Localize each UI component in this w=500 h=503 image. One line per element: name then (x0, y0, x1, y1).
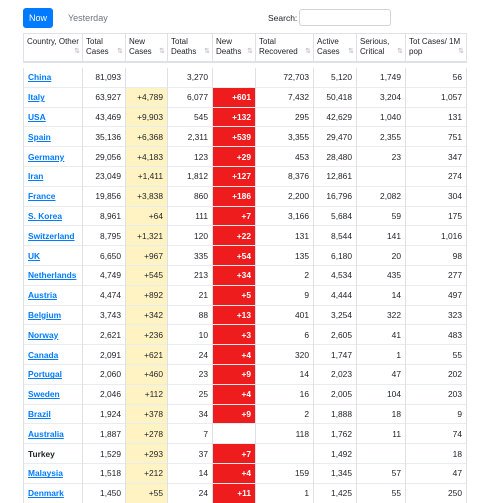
top-bar (0, 0, 500, 33)
cases-per-million-cell: 175 (406, 206, 467, 226)
active-cases-cell: 29,470 (314, 127, 357, 147)
serious-critical-cell: 11 (357, 424, 406, 444)
active-cases-cell: 1,425 (314, 483, 357, 503)
total-deaths-cell: 6,077 (168, 87, 213, 107)
serious-critical-cell: 41 (357, 325, 406, 345)
serious-critical-cell: 59 (357, 206, 406, 226)
new-deaths-cell (213, 424, 256, 444)
country-link[interactable]: Brazil (28, 409, 51, 419)
new-cases-cell: +4,789 (126, 87, 168, 107)
country-link[interactable]: Austria (28, 290, 57, 300)
country-link[interactable]: Norway (28, 330, 58, 340)
active-cases-cell: 12,861 (314, 166, 357, 186)
tab-now[interactable]: Now (23, 8, 53, 28)
active-cases-cell: 1,888 (314, 404, 357, 424)
cases-per-million-cell: 277 (406, 265, 467, 285)
total-cases-cell: 1,450 (83, 483, 126, 503)
column-header-total-recovered[interactable]: Total Recovered ⇅ (256, 34, 314, 62)
table-row (24, 68, 467, 88)
cases-per-million-cell: 203 (406, 384, 467, 404)
active-cases-cell: 4,444 (314, 285, 357, 305)
serious-critical-cell: 20 (357, 246, 406, 266)
serious-critical-cell: 1 (357, 345, 406, 365)
total-cases-cell: 43,469 (83, 107, 126, 127)
new-cases-cell: +545 (126, 265, 168, 285)
cases-per-million-cell: 202 (406, 364, 467, 384)
table-row (24, 364, 467, 384)
total-recovered-cell: 3,166 (256, 206, 314, 226)
total-cases-cell: 81,093 (83, 68, 126, 88)
serious-critical-cell: 2,082 (357, 186, 406, 206)
total-deaths-cell: 111 (168, 206, 213, 226)
total-deaths-cell: 1,812 (168, 166, 213, 186)
new-deaths-cell: +7 (213, 444, 256, 464)
table-body (24, 62, 467, 503)
total-recovered-cell: 14 (256, 364, 314, 384)
new-deaths-cell: +13 (213, 305, 256, 325)
active-cases-cell: 1,747 (314, 345, 357, 365)
new-deaths-cell: +601 (213, 87, 256, 107)
new-cases-cell: +460 (126, 364, 168, 384)
country-link[interactable]: Belgium (28, 310, 61, 320)
total-deaths-cell: 88 (168, 305, 213, 325)
total-recovered-cell: 9 (256, 285, 314, 305)
cases-per-million-cell: 55 (406, 345, 467, 365)
active-cases-cell: 4,534 (314, 265, 357, 285)
table-row (24, 246, 467, 266)
serious-critical-cell: 55 (357, 483, 406, 503)
total-recovered-cell: 72,703 (256, 68, 314, 88)
country-link[interactable]: Germany (28, 152, 64, 162)
new-deaths-cell: +9 (213, 404, 256, 424)
country-cell (24, 246, 83, 266)
cases-per-million-cell: 9 (406, 404, 467, 424)
new-cases-cell: +3,838 (126, 186, 168, 206)
country-cell (24, 147, 83, 167)
serious-critical-cell (357, 444, 406, 464)
country-cell (24, 206, 83, 226)
table-row (24, 404, 467, 424)
serious-critical-cell: 322 (357, 305, 406, 325)
total-recovered-cell: 135 (256, 246, 314, 266)
total-cases-cell: 1,529 (83, 444, 126, 464)
sort-icon: ⇅ (204, 47, 209, 57)
country-link[interactable]: China (28, 72, 51, 82)
country-cell (24, 384, 83, 404)
new-cases-cell: +64 (126, 206, 168, 226)
total-cases-cell: 29,056 (83, 147, 126, 167)
cases-per-million-cell: 274 (406, 166, 467, 186)
column-header-new-deaths[interactable]: New Deaths ⇅ (213, 34, 256, 62)
active-cases-cell: 2,605 (314, 325, 357, 345)
country-link[interactable]: Australia (28, 429, 64, 439)
total-cases-cell: 4,474 (83, 285, 126, 305)
country-link[interactable]: UK (28, 251, 40, 261)
active-cases-cell: 5,684 (314, 206, 357, 226)
new-deaths-cell: +127 (213, 166, 256, 186)
cases-per-million-cell: 304 (406, 186, 467, 206)
column-header-total-cases[interactable]: Total Cases ⇅ (83, 34, 126, 62)
serious-critical-cell: 2,355 (357, 127, 406, 147)
total-recovered-cell: 118 (256, 424, 314, 444)
country-cell (24, 404, 83, 424)
country-cell (24, 107, 83, 127)
sort-icon: ⇅ (74, 47, 79, 57)
total-deaths-cell: 25 (168, 384, 213, 404)
active-cases-cell: 8,544 (314, 226, 357, 246)
total-cases-cell: 2,060 (83, 364, 126, 384)
new-deaths-cell: +22 (213, 226, 256, 246)
total-recovered-cell: 3,355 (256, 127, 314, 147)
sort-icon: ⇅ (458, 47, 463, 57)
table-row (24, 424, 467, 444)
cases-per-million-cell: 347 (406, 147, 467, 167)
active-cases-cell: 50,418 (314, 87, 357, 107)
serious-critical-cell: 3,204 (357, 87, 406, 107)
cases-per-million-cell: 47 (406, 463, 467, 483)
table-row (24, 166, 467, 186)
country-cell (24, 166, 83, 186)
country-cell (24, 87, 83, 107)
new-cases-cell: +378 (126, 404, 168, 424)
total-recovered-cell: 159 (256, 463, 314, 483)
total-deaths-cell: 860 (168, 186, 213, 206)
cases-per-million-cell: 497 (406, 285, 467, 305)
total-recovered-cell: 295 (256, 107, 314, 127)
country-link[interactable]: Italy (28, 92, 45, 102)
country-cell (24, 483, 83, 503)
country-link[interactable]: Portugal (28, 369, 62, 379)
new-cases-cell: +55 (126, 483, 168, 503)
cases-per-million-cell: 56 (406, 68, 467, 88)
sort-icon: ⇅ (397, 47, 402, 57)
table-row (24, 463, 467, 483)
total-deaths-cell: 213 (168, 265, 213, 285)
serious-critical-cell (357, 166, 406, 186)
country-link[interactable]: USA (28, 112, 46, 122)
total-recovered-cell (256, 444, 314, 464)
sort-icon: ⇅ (247, 47, 252, 57)
cases-per-million-cell: 250 (406, 483, 467, 503)
active-cases-cell: 6,180 (314, 246, 357, 266)
total-cases-cell: 19,856 (83, 186, 126, 206)
total-deaths-cell: 37 (168, 444, 213, 464)
active-cases-cell: 3,254 (314, 305, 357, 325)
total-deaths-cell: 123 (168, 147, 213, 167)
total-deaths-cell: 14 (168, 463, 213, 483)
country-cell (24, 424, 83, 444)
new-cases-cell: +1,411 (126, 166, 168, 186)
cases-per-million-cell: 1,057 (406, 87, 467, 107)
total-deaths-cell: 545 (168, 107, 213, 127)
sort-icon: ⇅ (117, 47, 122, 57)
total-recovered-cell: 131 (256, 226, 314, 246)
new-cases-cell: +342 (126, 305, 168, 325)
cases-per-million-cell: 751 (406, 127, 467, 147)
column-header-cases-per-million[interactable]: Tot Cases/ 1M pop ⇅ (406, 34, 467, 62)
tab-yesterday[interactable]: Yesterday (60, 8, 116, 28)
new-deaths-cell: +539 (213, 127, 256, 147)
total-recovered-cell: 2,200 (256, 186, 314, 206)
new-cases-cell: +621 (126, 345, 168, 365)
country-link[interactable]: Malaysia (28, 468, 63, 478)
new-cases-cell (126, 68, 168, 88)
active-cases-cell: 28,480 (314, 147, 357, 167)
country-name: Turkey (28, 449, 55, 459)
total-deaths-cell: 335 (168, 246, 213, 266)
new-cases-cell: +4,183 (126, 147, 168, 167)
country-link[interactable]: Iran (28, 171, 43, 181)
search-label: Search: (268, 13, 297, 23)
table-row (24, 87, 467, 107)
cases-per-million-cell: 74 (406, 424, 467, 444)
table-row (24, 265, 467, 285)
country-cell (24, 226, 83, 246)
cases-per-million-cell: 131 (406, 107, 467, 127)
table-row (24, 206, 467, 226)
sort-icon: ⇅ (159, 47, 164, 57)
new-cases-cell: +293 (126, 444, 168, 464)
table-row (24, 147, 467, 167)
table-row (24, 226, 467, 246)
total-recovered-cell: 7,432 (256, 87, 314, 107)
cases-per-million-cell: 18 (406, 444, 467, 464)
new-cases-cell: +212 (126, 463, 168, 483)
country-cell (24, 285, 83, 305)
total-cases-cell: 8,795 (83, 226, 126, 246)
total-cases-cell: 63,927 (83, 87, 126, 107)
new-cases-cell: +112 (126, 384, 168, 404)
table-row (24, 305, 467, 325)
total-cases-cell: 23,049 (83, 166, 126, 186)
country-cell (24, 186, 83, 206)
total-cases-cell: 4,749 (83, 265, 126, 285)
table-row (24, 483, 467, 503)
new-deaths-cell: +3 (213, 325, 256, 345)
table-row (24, 345, 467, 365)
new-deaths-cell: +9 (213, 364, 256, 384)
total-cases-cell: 2,621 (83, 325, 126, 345)
country-link[interactable]: Netherlands (28, 270, 76, 280)
total-deaths-cell: 120 (168, 226, 213, 246)
total-recovered-cell: 2 (256, 404, 314, 424)
total-cases-cell: 8,961 (83, 206, 126, 226)
serious-critical-cell: 104 (357, 384, 406, 404)
sort-icon: ⇅ (305, 47, 310, 57)
total-cases-cell: 1,887 (83, 424, 126, 444)
new-deaths-cell: +4 (213, 463, 256, 483)
table-header-row (24, 34, 467, 62)
country-cell (24, 345, 83, 365)
country-cell (24, 305, 83, 325)
table-row (24, 285, 467, 305)
total-recovered-cell: 6 (256, 325, 314, 345)
country-link[interactable]: Sweden (28, 389, 60, 399)
cases-per-million-cell: 483 (406, 325, 467, 345)
serious-critical-cell: 1,040 (357, 107, 406, 127)
country-link[interactable]: Denmark (28, 488, 64, 498)
active-cases-cell: 2,023 (314, 364, 357, 384)
search-input[interactable] (299, 9, 391, 26)
new-deaths-cell: +29 (213, 147, 256, 167)
cases-per-million-cell: 1,016 (406, 226, 467, 246)
active-cases-cell: 1,762 (314, 424, 357, 444)
total-deaths-cell: 21 (168, 285, 213, 305)
new-deaths-cell: +54 (213, 246, 256, 266)
serious-critical-cell: 14 (357, 285, 406, 305)
total-deaths-cell: 34 (168, 404, 213, 424)
country-link[interactable]: France (28, 191, 55, 201)
total-cases-cell: 35,136 (83, 127, 126, 147)
new-cases-cell: +967 (126, 246, 168, 266)
total-recovered-cell: 16 (256, 384, 314, 404)
table-row (24, 186, 467, 206)
total-cases-cell: 6,650 (83, 246, 126, 266)
country-cell (24, 265, 83, 285)
total-deaths-cell: 23 (168, 364, 213, 384)
column-header-active-cases[interactable]: Active Cases ⇅ (314, 34, 357, 62)
new-cases-cell: +9,903 (126, 107, 168, 127)
total-recovered-cell: 8,376 (256, 166, 314, 186)
total-recovered-cell: 320 (256, 345, 314, 365)
active-cases-cell: 1,345 (314, 463, 357, 483)
total-cases-cell: 1,924 (83, 404, 126, 424)
country-link[interactable]: Spain (28, 132, 51, 142)
active-cases-cell: 16,796 (314, 186, 357, 206)
country-link[interactable]: S. Korea (28, 211, 62, 221)
coronavirus-cases-table (23, 33, 467, 503)
country-cell (24, 463, 83, 483)
serious-critical-cell: 435 (357, 265, 406, 285)
cases-per-million-cell: 98 (406, 246, 467, 266)
total-recovered-cell: 1 (256, 483, 314, 503)
new-deaths-cell: +11 (213, 483, 256, 503)
country-link[interactable]: Canada (28, 350, 58, 360)
column-header-serious-critical[interactable]: Serious, Critical ⇅ (357, 34, 406, 62)
total-cases-cell: 1,518 (83, 463, 126, 483)
new-deaths-cell: +4 (213, 384, 256, 404)
cases-per-million-cell: 323 (406, 305, 467, 325)
column-header-country[interactable]: Country, Other ⇅ (24, 34, 83, 62)
total-deaths-cell: 24 (168, 483, 213, 503)
active-cases-cell: 2,005 (314, 384, 357, 404)
table-row (24, 107, 467, 127)
country-cell (24, 364, 83, 384)
serious-critical-cell: 47 (357, 364, 406, 384)
serious-critical-cell: 1,749 (357, 68, 406, 88)
total-deaths-cell: 10 (168, 325, 213, 345)
serious-critical-cell: 141 (357, 226, 406, 246)
active-cases-cell: 42,629 (314, 107, 357, 127)
column-header-total-deaths[interactable]: Total Deaths ⇅ (168, 34, 213, 62)
table-row (24, 444, 467, 464)
new-cases-cell: +278 (126, 424, 168, 444)
new-cases-cell: +892 (126, 285, 168, 305)
country-cell (24, 325, 83, 345)
new-cases-cell: +6,368 (126, 127, 168, 147)
country-cell (24, 444, 83, 464)
total-deaths-cell: 24 (168, 345, 213, 365)
country-cell (24, 127, 83, 147)
total-cases-cell: 3,743 (83, 305, 126, 325)
column-header-new-cases[interactable]: New Cases ⇅ (126, 34, 168, 62)
total-deaths-cell: 7 (168, 424, 213, 444)
new-deaths-cell: +186 (213, 186, 256, 206)
table-row (24, 127, 467, 147)
country-link[interactable]: Switzerland (28, 231, 75, 241)
new-cases-cell: +236 (126, 325, 168, 345)
new-cases-cell: +1,321 (126, 226, 168, 246)
new-deaths-cell: +7 (213, 206, 256, 226)
serious-critical-cell: 57 (357, 463, 406, 483)
total-recovered-cell: 453 (256, 147, 314, 167)
total-deaths-cell: 3,270 (168, 68, 213, 88)
sort-icon: ⇅ (348, 47, 353, 57)
new-deaths-cell: +132 (213, 107, 256, 127)
new-deaths-cell: +5 (213, 285, 256, 305)
new-deaths-cell: +4 (213, 345, 256, 365)
total-cases-cell: 2,046 (83, 384, 126, 404)
total-recovered-cell: 401 (256, 305, 314, 325)
total-deaths-cell: 2,311 (168, 127, 213, 147)
new-deaths-cell: +34 (213, 265, 256, 285)
table-row (24, 384, 467, 404)
serious-critical-cell: 18 (357, 404, 406, 424)
country-cell (24, 68, 83, 88)
table-row (24, 325, 467, 345)
serious-critical-cell: 23 (357, 147, 406, 167)
total-cases-cell: 2,091 (83, 345, 126, 365)
active-cases-cell: 5,120 (314, 68, 357, 88)
new-deaths-cell (213, 68, 256, 88)
active-cases-cell: 1,492 (314, 444, 357, 464)
total-recovered-cell: 2 (256, 265, 314, 285)
